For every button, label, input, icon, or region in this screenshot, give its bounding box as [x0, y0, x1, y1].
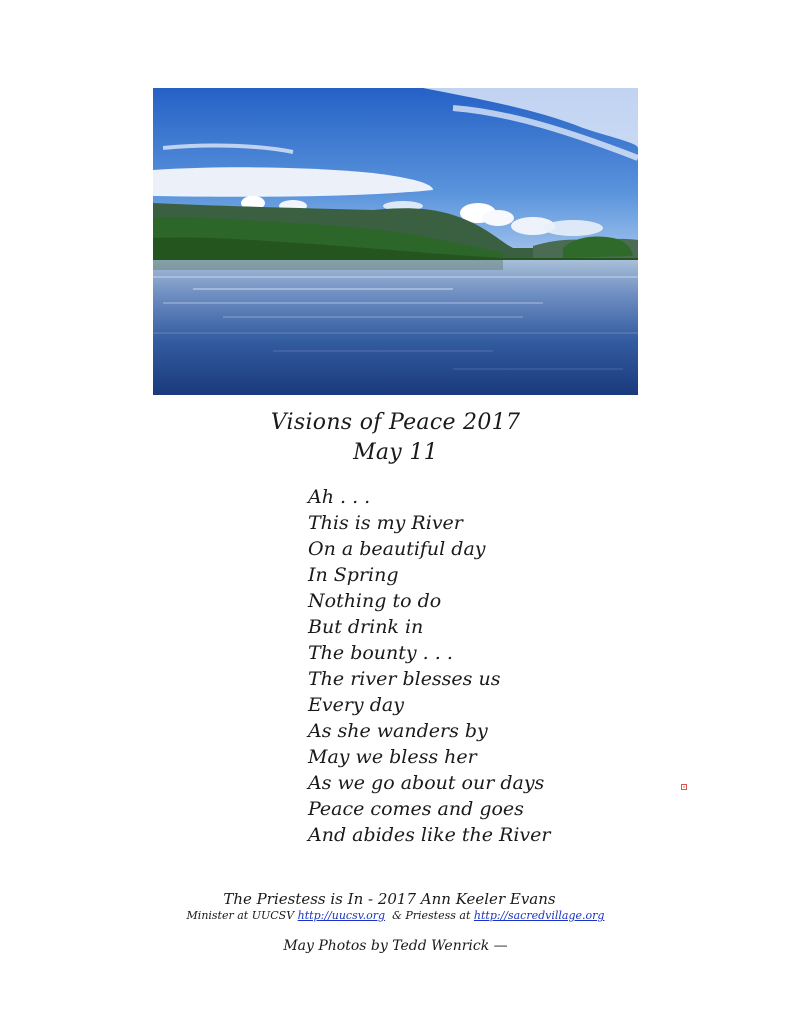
poem-line: Every day	[308, 694, 404, 716]
poem-body	[308, 484, 550, 848]
poem-line: The river blesses us	[308, 668, 501, 690]
poem-line: And abides like the River	[308, 824, 551, 846]
poem-line: As she wanders by	[308, 720, 488, 742]
annotation-marker-icon[interactable]	[681, 784, 687, 790]
poem-line: Peace comes and goes	[308, 798, 524, 820]
poem-line: On a beautiful day	[308, 538, 486, 560]
poem-line: The bounty . . .	[308, 642, 453, 664]
photo-credit: May Photos by Tedd Wenrick —	[283, 938, 508, 954]
sacredvillage-link[interactable]: http://sacredvillage.org	[473, 909, 605, 922]
poem-line: May we bless her	[308, 746, 477, 768]
poem-title: Visions of Peace 2017	[270, 410, 521, 435]
minister-label: Minister at UUCSV	[186, 909, 295, 922]
poem-line: But drink in	[308, 616, 424, 638]
uucsv-link[interactable]: http://uucsv.org	[297, 909, 386, 922]
poem-line: Ah . . .	[308, 486, 371, 508]
poem-date: May 11	[353, 440, 438, 465]
poem-line: Nothing to do	[308, 590, 442, 612]
poem-line: This is my River	[308, 512, 463, 534]
river-landscape-photo	[153, 88, 638, 395]
poem-line: In Spring	[308, 564, 399, 586]
author-credit: The Priestess is In - 2017 Ann Keeler Evans	[223, 890, 556, 908]
poem-line: As we go about our days	[308, 772, 545, 794]
affiliation-line	[0, 908, 791, 924]
priestess-label: & Priestess at	[392, 909, 471, 922]
